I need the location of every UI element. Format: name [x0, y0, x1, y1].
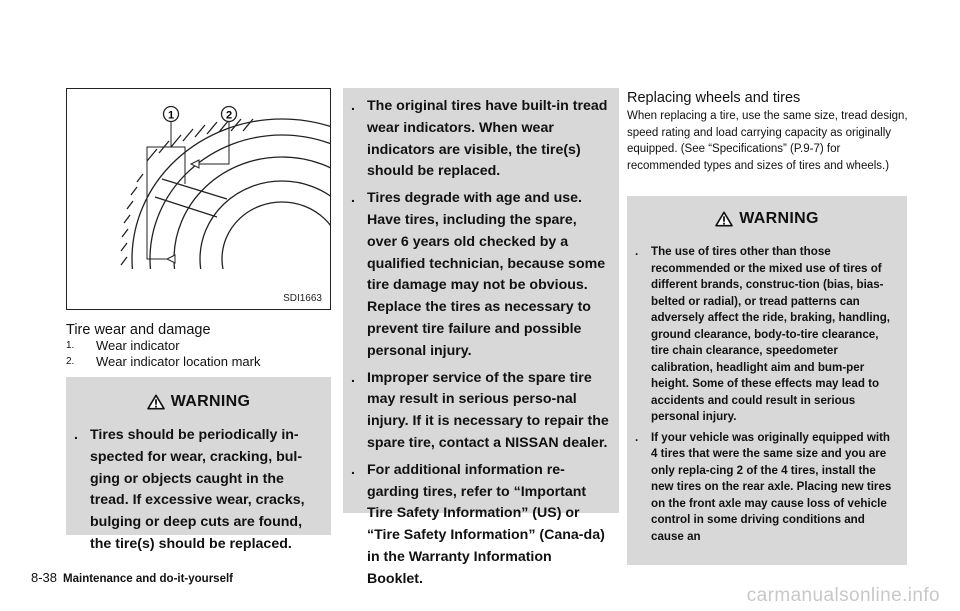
warning-box-tire-wear [66, 377, 331, 552]
marker-2-label: 2 [225, 109, 233, 122]
warning-bullet: . Improper service of the spare tire may result in serious perso-nal injury. If it is necessary to repair the spare tire, contact a NISSAN dealer. [351, 368, 609, 455]
warning-triangle-icon [715, 211, 733, 227]
caption-number: 1. [66, 340, 75, 351]
warning-bullet-text: If your vehicle was originally equipped with 4 tires that were the same size and you are only repla-cing 2 of the 4 tires, install the new tires on the rear axle. Placing new tires on the front axle may cause loss of vehicle control in some driving conditions and cause an [651, 430, 892, 543]
warning-bullet: . The original tires have built-in tread wear indicators. When wear indicators are visible, the tire(s) should be replaced. [351, 96, 609, 183]
warning-bullet-text: Improper service of the spare tire may result in serious perso-nal injury. If it is necessary to repair the spare tire, contact a NISSAN dealer. [367, 369, 609, 451]
replacing-warning-bullets [635, 244, 899, 545]
marker-1-label: 1 [167, 109, 175, 122]
warning-heading [66, 387, 331, 417]
section-title-replacing: Replacing wheels and tires [627, 90, 801, 106]
watermark: carmanualsonline.info [746, 585, 940, 606]
warning-heading-text: WARNING [739, 210, 819, 227]
chapter-title: Maintenance and do-it-yourself [63, 573, 233, 585]
warning-bullet: . The use of tires other than those recommended or the mixed use of tires of different brands, construc-tion (bias, bias-belted or radial), or tread patterns can adversely affect the ride, braking, handling, ground clearance, body-to-tire clearance, tire chain clearance, speedometer calibration, headlight aim and bum-per height. Some of these effects may lead to accidents and could result in serious personal injury. [635, 244, 899, 426]
caption-item [66, 338, 331, 354]
marker-1-icon [164, 107, 179, 122]
warning-bullet-text: The original tires have built-in tread wear indicators. When wear indicators are visible, the tire(s) should be replaced. [367, 98, 608, 180]
page-number: 8-38 [31, 570, 58, 585]
warning-bullet: . Tires should be periodically in-spected for wear, cracking, bul-ging or objects caught in the tread. If excessive wear, cracks, bulging or deep cuts are found, the tire(s) should be replaced. [74, 425, 321, 556]
caption-number: 2. [66, 356, 75, 367]
section-title-tire-wear: Tire wear and damage [66, 322, 211, 338]
warning-heading-text: WARNING [170, 393, 251, 410]
warning-bullet: . If your vehicle was originally equipped with 4 tires that were the same size and you are only repla-cing 2 of the 4 tires, install the new tires on the rear axle. Placing new tires on the front axle may cause loss of vehicle control in some driving conditions and cause an [635, 430, 899, 546]
figure-code: SDI1663 [283, 293, 322, 304]
warning-box-replacing [627, 196, 907, 565]
warning-bullet: . Tires degrade with age and use. Have tires, including the spare, over 6 years old checked by a qualified technician, because some tire damage may not be obvious. Replace the tires as necessary to prevent tire failure and possible personal injury. [351, 188, 609, 362]
warning-bullet-text: For additional information re-garding tires, refer to “Important Tire Safety Information” (US) or “Tire Safety Information” (Cana-da) in the Warranty Information Booklet. [367, 461, 605, 587]
figure-caption-list [66, 338, 331, 370]
warning-bullet-text: Tires should be periodically in-spected for wear, cracking, bul-ging or objects caught in the tread. If excessive wear, cracks, bulging or deep cuts are found, the tire(s) should be replaced. [90, 427, 305, 552]
warning-box-tire-continued [343, 88, 619, 587]
warning-bullets [74, 425, 321, 556]
warning-bullet-text: The use of tires other than those recommended or the mixed use of tires of different brands, construc-tion (bias, bias-belted or radial), or tread patterns can adversely affect the ride, braking, handling, ground clearance, body-to-tire clearance, tire chain clearance, speedometer calibration, headlight aim and bum-per height. Some of these effects may lead to accidents and could result in serious personal injury. [651, 245, 891, 423]
caption-item [66, 354, 331, 370]
warning-heading [627, 204, 907, 234]
warning-triangle-icon [147, 394, 165, 410]
caption-text: Wear indicator location mark [96, 354, 261, 369]
tire-wear-figure [66, 88, 331, 310]
replacing-paragraph: When replacing a tire, use the same size, tread design, speed rating and load carrying capacity as originally equipped. (See “Specifications” (P.9-7) for recommended types and sizes of tires and wheels.) [627, 110, 908, 172]
continued-warning-bullets [351, 96, 609, 591]
warning-bullet-text: Tires degrade with age and use. Have tires, including the spare, over 6 years old checked by a qualified technician, because some tire damage may not be obvious. Replace the tires as necessary to prevent tire failure and possible personal injury. [367, 190, 606, 359]
page-footer [31, 570, 233, 585]
marker-2-icon [222, 107, 237, 122]
warning-bullet: . For additional information re-garding tires, refer to “Important Tire Safety Information” (US) or “Tire Safety Information” (Cana-da) in the Warranty Information Booklet. [351, 460, 609, 591]
caption-text: Wear indicator [96, 338, 180, 353]
tire-illustration [67, 89, 330, 309]
